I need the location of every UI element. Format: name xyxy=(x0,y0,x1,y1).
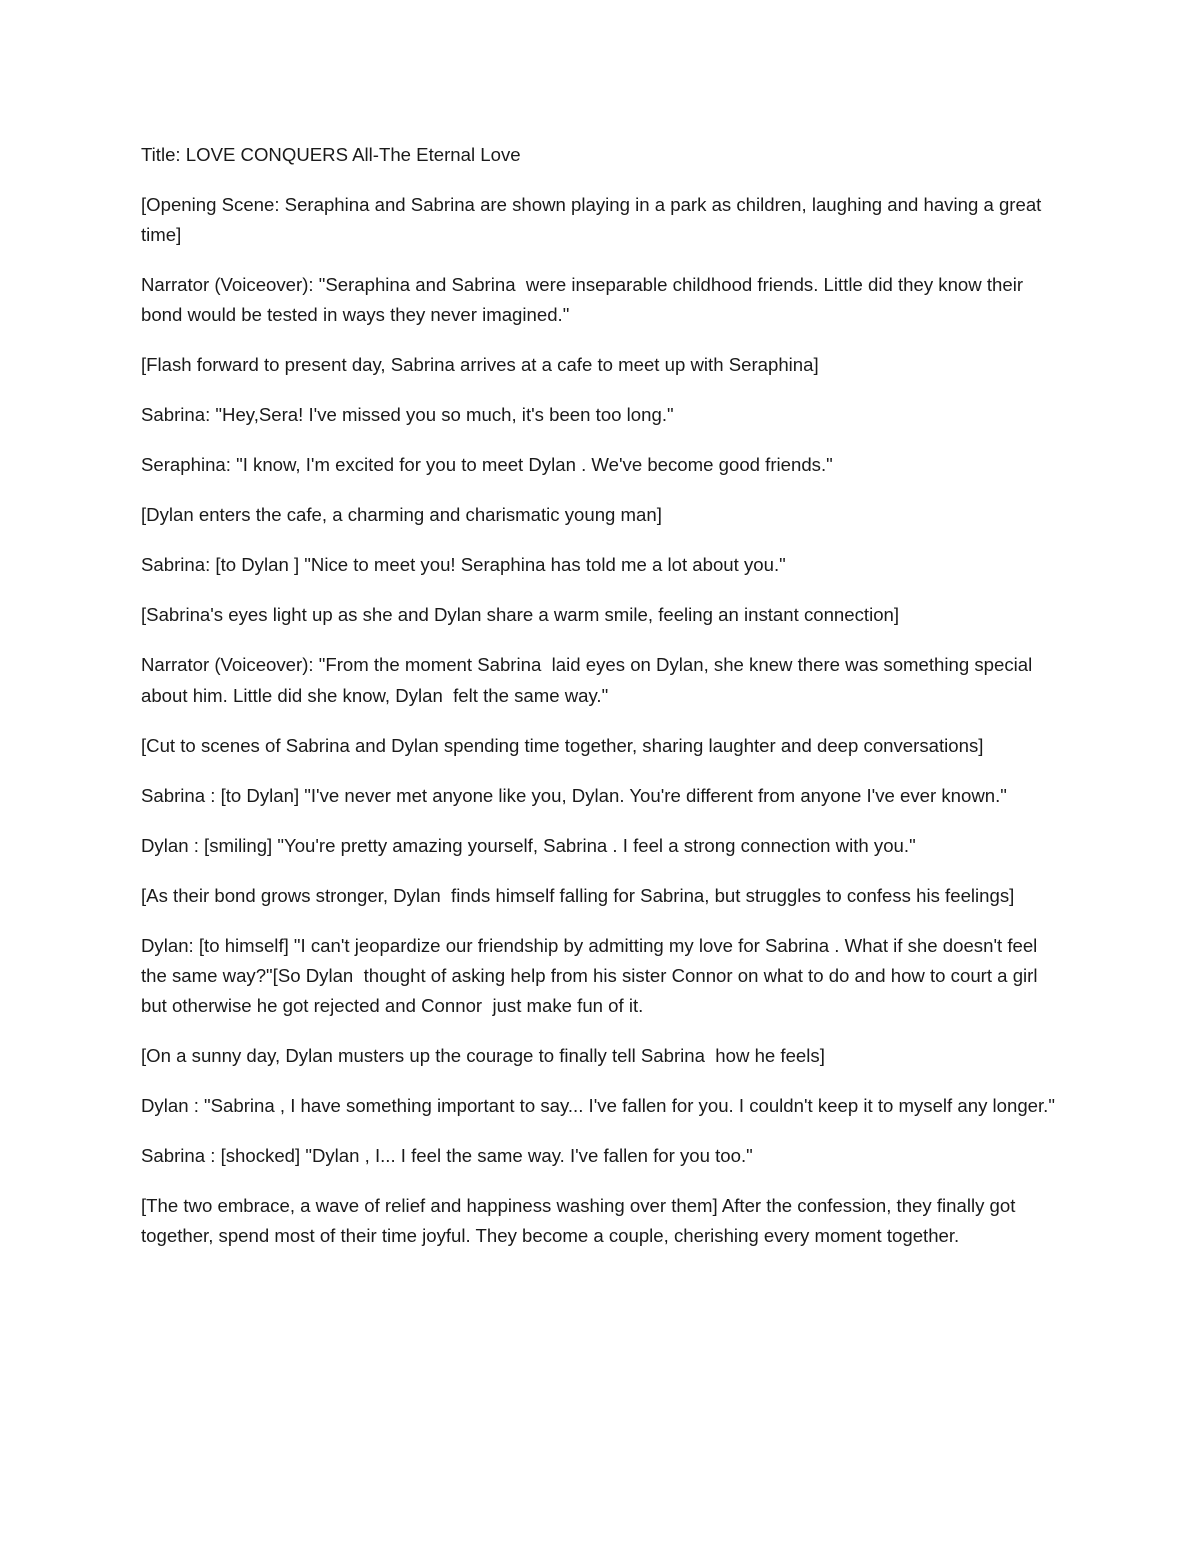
sabrina-line-3: Sabrina : [to Dylan] "I've never met anyone like you, Dylan. You're different from anyone I've ever known." xyxy=(141,784,1007,806)
script-body xyxy=(141,140,1061,1271)
narrator-line-1: Narrator (Voiceover): "Seraphina and Sabrina were inseparable childhood friends. Little did they know their bond would be tested in ways they never imagined." xyxy=(141,274,1029,326)
stage-direction-flash-forward: [Flash forward to present day, Sabrina arrives at a cafe to meet up with Seraphina] xyxy=(141,354,819,376)
seraphina-line-1: Seraphina: "I know, I'm excited for you to meet Dylan . We've become good friends." xyxy=(141,454,833,476)
dylan-line-3: Dylan : "Sabrina , I have something important to say... I've fallen for you. I couldn't keep it to myself any longer." xyxy=(141,1095,1055,1117)
stage-direction-opening-scene: [Opening Scene: Seraphina and Sabrina are shown playing in a park as children, laughing and having a great time] xyxy=(141,194,1047,246)
dylan-line-2: Dylan: [to himself] "I can't jeopardize our friendship by admitting my love for Sabrina . What if she doesn't feel the same way?"[So Dylan thought of asking help from his sister Connor on what to do and how to court a girl but otherwise he got rejected and Connor just make fun of it. xyxy=(141,934,1048,1017)
stage-direction-dylan-enters: [Dylan enters the cafe, a charming and charismatic young man] xyxy=(141,504,662,526)
sabrina-line-4: Sabrina : [shocked] "Dylan , I... I feel the same way. I've fallen for you too." xyxy=(141,1145,753,1167)
title-line: Title: LOVE CONQUERS All-The Eternal Love xyxy=(141,144,521,165)
sabrina-line-2: Sabrina: [to Dylan ] "Nice to meet you! Seraphina has told me a lot about you." xyxy=(141,554,786,576)
stage-direction-sunny-day: [On a sunny day, Dylan musters up the courage to finally tell Sabrina how he feels] xyxy=(141,1045,825,1067)
narrator-line-2: Narrator (Voiceover): "From the moment Sabrina laid eyes on Dylan, she knew there was something special about him. Little did she know, Dylan felt the same way." xyxy=(141,654,1038,706)
stage-direction-eyes-light-up: [Sabrina's eyes light up as she and Dylan share a warm smile, feeling an instant connection] xyxy=(141,604,900,626)
dylan-line-1: Dylan : [smiling] "You're pretty amazing yourself, Sabrina . I feel a strong connection with you." xyxy=(141,834,916,856)
stage-direction-cut-to-scenes: [Cut to scenes of Sabrina and Dylan spending time together, sharing laughter and deep conversations] xyxy=(141,734,984,756)
sabrina-line-1: Sabrina: "Hey,Sera! I've missed you so much, it's been too long." xyxy=(141,404,674,426)
stage-direction-bond-grows: [As their bond grows stronger, Dylan finds himself falling for Sabrina, but struggles to confess his feelings] xyxy=(141,884,1015,906)
stage-direction-embrace: [The two embrace, a wave of relief and happiness washing over them] After the confession, they finally got together, spend most of their time joyful. They become a couple, cherishing every moment together. xyxy=(141,1195,1021,1247)
